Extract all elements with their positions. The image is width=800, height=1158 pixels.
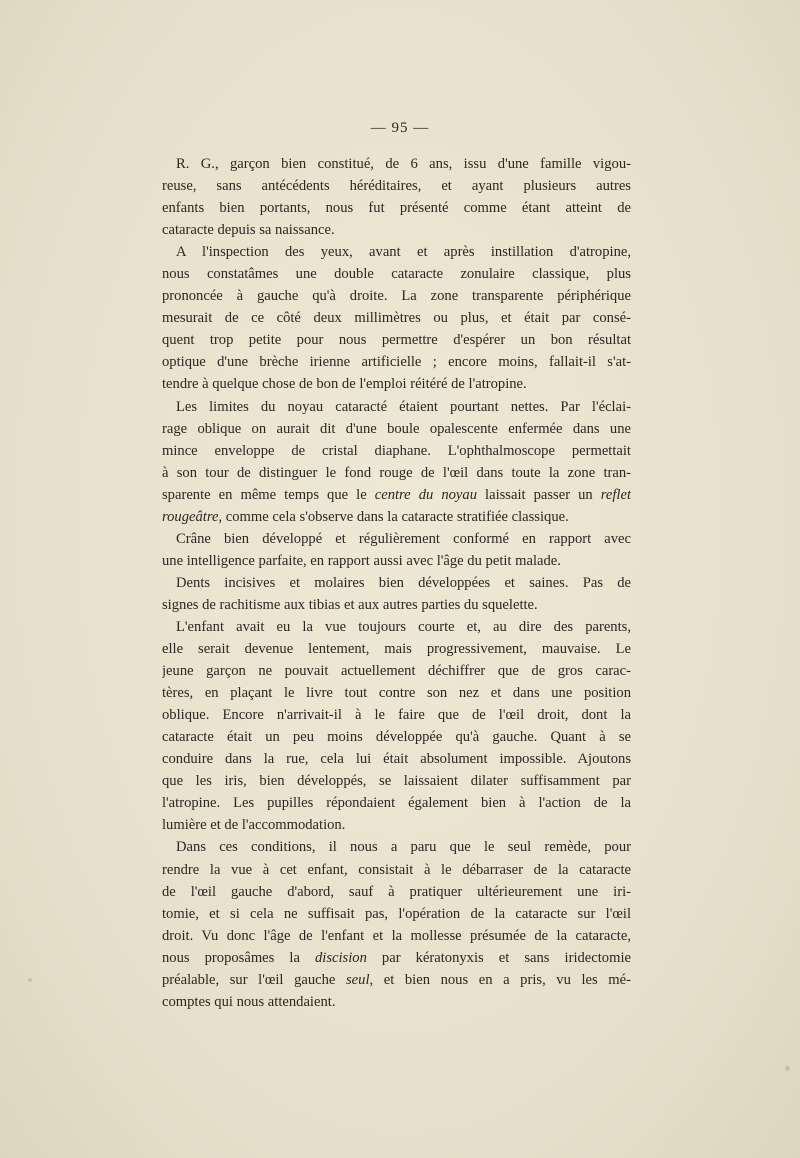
text-line: A l'inspection des yeux, avant et après instillation d'atropine, bbox=[176, 244, 631, 261]
text-line: conduire dans la rue, cela lui était absolument impossible. Ajoutons bbox=[162, 751, 631, 768]
text-line: lumière et de l'accommodation. bbox=[162, 817, 346, 834]
italic-text: discision bbox=[314, 949, 367, 966]
text-line: mesurait de ce côté deux millimètres ou plus, et était par consé- bbox=[162, 310, 631, 327]
text-segment: sparente en même temps que le bbox=[162, 486, 375, 503]
text-line: Dans ces conditions, il nous a paru que le seul remède, pour bbox=[176, 839, 631, 856]
text-line: droit. Vu donc l'âge de l'enfant et la mollesse présumée de la cataracte, bbox=[162, 927, 631, 944]
italic-text: centre du noyau bbox=[374, 486, 477, 503]
text-line: R. G., garçon bien constitué, de 6 ans, issu d'une famille vigou- bbox=[176, 156, 631, 172]
italic-text: rougeâtre bbox=[162, 508, 219, 525]
text-line bbox=[162, 969, 631, 991]
text-line: mince enveloppe de cristal diaphane. L'ophthalmoscope permettait bbox=[162, 442, 631, 459]
text-line: cataracte était un peu moins développée qu'à gauche. Quant à se bbox=[162, 729, 631, 746]
paper-spot bbox=[28, 978, 32, 982]
text-segment: par kératonyxis et sans iridectomie bbox=[366, 949, 631, 966]
text-line: que les iris, bien développés, se laissaient dilater suffisamment par bbox=[162, 773, 631, 790]
text-line: tomie, et si cela ne suffisait pas, l'opération de la cataracte sur l'œil bbox=[162, 905, 631, 922]
text-line: à son tour de distinguer le fond rouge de l'œil dans toute la zone tran- bbox=[162, 464, 631, 481]
text-line: optique d'une brèche irienne artificielle ; encore moins, fallait-il s'at- bbox=[162, 354, 631, 371]
text-segment: laissait passer un bbox=[477, 486, 601, 503]
text-segment: , comme cela s'observe dans la cataracte stratifiée classique. bbox=[218, 508, 569, 525]
text-line: elle serait devenue lentement, mais progressivement, mauvaise. Le bbox=[162, 641, 631, 658]
text-line: signes de rachitisme aux tibias et aux autres parties du squelette. bbox=[162, 596, 538, 613]
text-line: Dents incisives et molaires bien développées et saines. Pas de bbox=[176, 574, 631, 591]
text-segment: , et bien nous en a pris, vu les mé- bbox=[369, 971, 631, 988]
italic-text: seul bbox=[345, 971, 370, 988]
paper-spot bbox=[785, 1066, 790, 1071]
text-line: quent trop petite pour nous permettre d'espérer un bon résultat bbox=[162, 332, 631, 349]
text-line: cataracte depuis sa naissance. bbox=[162, 222, 335, 239]
text-segment: nous proposâmes la bbox=[162, 949, 315, 966]
page-number: — 95 — bbox=[370, 120, 430, 136]
text-line: l'atropine. Les pupilles répondaient également bien à l'action de la bbox=[162, 795, 631, 812]
text-line: jeune garçon ne pouvait actuellement déchiffrer que de gros carac- bbox=[162, 663, 631, 680]
text-line: de l'œil gauche d'abord, sauf à pratiquer ultérieurement une iri- bbox=[162, 883, 631, 900]
text-line: nous constatâmes une double cataracte zonulaire classique, plus bbox=[162, 266, 631, 283]
text-line: Crâne bien développé et régulièrement conformé en rapport avec bbox=[176, 530, 631, 547]
text-line: une intelligence parfaite, en rapport aussi avec l'âge du petit malade. bbox=[162, 552, 561, 569]
text-line: enfants bien portants, nous fut présenté comme étant atteint de bbox=[162, 200, 631, 217]
text-line: L'enfant avait eu la vue toujours courte et, au dire des parents, bbox=[176, 618, 631, 635]
italic-text: reflet bbox=[600, 486, 631, 503]
text-line: rage oblique on aurait dit d'une boule opalescente enfermée dans une bbox=[162, 420, 631, 437]
text-line: rendre la vue à cet enfant, consistait à le débarraser de la cataracte bbox=[162, 861, 631, 878]
text-line: tendre à quelque chose de bon de l'emploi réitéré de l'atropine. bbox=[162, 376, 527, 393]
text-line: comptes qui nous attendaient. bbox=[162, 993, 336, 1010]
text-line: Les limites du noyau cataracté étaient pourtant nettes. Par l'éclai- bbox=[176, 398, 631, 415]
text-line: reuse, sans antécédents héréditaires, et ayant plusieurs autres bbox=[162, 178, 631, 195]
body-text bbox=[162, 153, 631, 1013]
text-segment: préalable, sur l'œil gauche bbox=[162, 971, 346, 988]
text-line: tères, en plaçant le livre tout contre son nez et dans une position bbox=[162, 685, 631, 702]
text-line bbox=[162, 506, 631, 528]
text-line: prononcée à gauche qu'à droite. La zone transparente périphérique bbox=[162, 288, 631, 305]
text-line: oblique. Encore n'arrivait-il à le faire que de l'œil droit, dont la bbox=[162, 707, 631, 724]
text-line bbox=[162, 484, 631, 506]
text-line bbox=[162, 947, 631, 969]
